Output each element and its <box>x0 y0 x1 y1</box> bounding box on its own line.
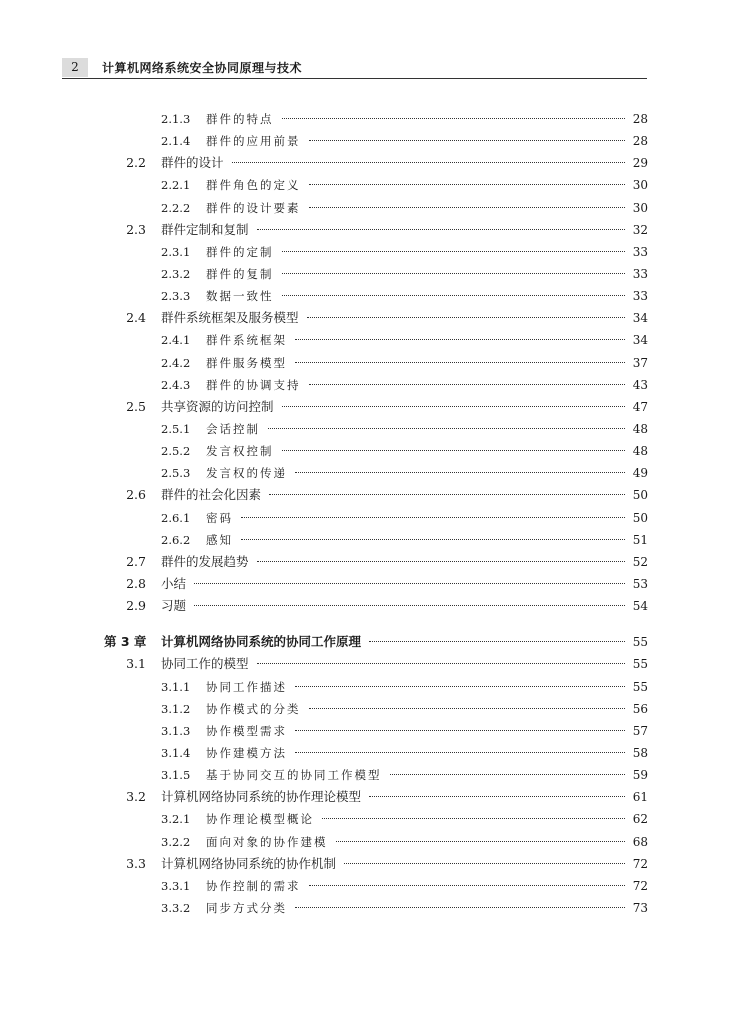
dot-leader <box>257 561 625 562</box>
toc-entry-page: 48 <box>632 421 648 436</box>
dot-leader <box>309 207 625 208</box>
toc-entry[interactable] <box>0 174 750 196</box>
toc-entry-line <box>206 197 648 219</box>
toc-entry[interactable] <box>0 764 750 786</box>
toc-entry-line <box>161 653 648 675</box>
dot-leader <box>282 295 625 296</box>
toc-entry[interactable] <box>0 440 750 462</box>
toc-entry-page: 59 <box>632 768 648 783</box>
toc-entry-line <box>161 595 648 617</box>
dot-leader <box>307 317 625 318</box>
toc-entry-line <box>161 631 648 653</box>
toc-entry-line <box>161 484 648 506</box>
toc-chapter-entry[interactable] <box>0 631 750 653</box>
toc-entry-title: 群件的设计 <box>161 155 224 171</box>
toc-entry-page: 56 <box>632 701 648 716</box>
toc-entry-page: 30 <box>632 178 648 193</box>
toc-entry-title: 协作理论模型概论 <box>206 812 314 827</box>
toc-entry-number: 2.7 <box>126 553 146 569</box>
toc-entry-title: 会话控制 <box>206 421 260 436</box>
dot-leader <box>309 885 625 886</box>
toc-entry[interactable] <box>0 853 750 875</box>
toc-entry-page: 28 <box>632 112 648 126</box>
toc-entry[interactable] <box>0 786 750 808</box>
dot-leader <box>241 517 625 518</box>
toc-entry-title: 协作模型需求 <box>206 723 287 738</box>
toc-entry-title: 群件服务模型 <box>206 355 287 370</box>
dot-leader <box>257 663 625 664</box>
toc-entry-line <box>206 418 648 440</box>
toc-entry-title: 协同工作的模型 <box>161 656 249 672</box>
toc-entry-page: 43 <box>632 377 648 392</box>
toc-entry-line <box>206 529 648 551</box>
toc-entry-number: 2.5.2 <box>161 444 191 459</box>
toc-entry[interactable] <box>0 595 750 617</box>
toc-entry-number: 2.1.4 <box>161 134 191 149</box>
toc-entry-line <box>206 676 648 698</box>
toc-entry[interactable] <box>0 307 750 329</box>
toc-entry[interactable] <box>0 573 750 595</box>
toc-entry-number: 2.4.1 <box>161 333 191 348</box>
dot-leader <box>295 752 625 753</box>
dot-leader <box>257 229 625 230</box>
toc-entry-title: 数据一致性 <box>206 289 274 304</box>
dot-leader <box>282 273 625 274</box>
toc-entry-number: 2.4 <box>126 310 146 326</box>
toc-entry-title: 协同工作描述 <box>206 679 287 694</box>
toc-entry-line <box>206 764 648 786</box>
toc-entry-title: 群件的定制 <box>206 244 274 259</box>
toc-entry[interactable] <box>0 897 750 919</box>
dot-leader <box>309 708 625 709</box>
toc-entry-number: 3.1.5 <box>161 768 191 783</box>
toc-entry-line <box>206 462 648 484</box>
toc-entry[interactable] <box>0 507 750 529</box>
toc-entry-title: 面向对象的协作建模 <box>206 834 328 849</box>
toc-entry[interactable] <box>0 352 750 374</box>
toc-entry-line <box>161 219 648 241</box>
toc-entry-number: 3.1.2 <box>161 701 191 716</box>
dot-leader <box>194 605 625 606</box>
toc-entry-title: 群件的社会化因素 <box>161 487 262 503</box>
toc-entry-line <box>206 108 648 130</box>
toc-entry-line <box>206 130 648 152</box>
toc-entry-number: 2.5 <box>126 398 146 414</box>
toc-entry-number: 2.3.3 <box>161 289 191 304</box>
toc-entry-title: 同步方式分类 <box>206 900 287 915</box>
toc-entry[interactable] <box>0 484 750 506</box>
toc-entry-title: 群件角色的定义 <box>206 178 301 193</box>
toc-entry-page: 55 <box>632 657 648 672</box>
toc-entry-number: 2.1.3 <box>161 112 191 126</box>
dot-leader <box>369 796 625 797</box>
toc-entry-line <box>206 263 648 285</box>
toc-entry[interactable] <box>0 808 750 830</box>
toc-entry[interactable] <box>0 241 750 263</box>
dot-leader <box>194 583 625 584</box>
toc-entry-page: 32 <box>632 222 648 237</box>
toc-entry-title: 共享资源的访问控制 <box>161 398 274 414</box>
toc-entry[interactable] <box>0 108 750 130</box>
dot-leader <box>295 686 625 687</box>
toc-entry-number: 3.1.1 <box>161 679 191 694</box>
toc-entry-title: 协作建模方法 <box>206 745 287 760</box>
toc-entry-line <box>206 285 648 307</box>
toc-entry-page: 33 <box>632 244 648 259</box>
dot-leader <box>282 406 625 407</box>
dot-leader <box>309 184 625 185</box>
dot-leader <box>390 774 625 775</box>
toc-entry-number: 3.3.1 <box>161 878 191 893</box>
dot-leader <box>369 641 625 642</box>
dot-leader <box>295 472 625 473</box>
table-of-contents <box>0 108 750 919</box>
page-header <box>62 58 647 79</box>
toc-entry-title: 群件的复制 <box>206 266 274 281</box>
toc-entry-number: 2.2.2 <box>161 200 191 215</box>
toc-entry-title: 发言权控制 <box>206 444 274 459</box>
toc-entry-title: 群件定制和复制 <box>161 221 249 237</box>
dot-leader <box>232 162 625 163</box>
toc-entry-line <box>206 174 648 196</box>
toc-entry[interactable] <box>0 529 750 551</box>
toc-entry-line <box>206 897 648 919</box>
dot-leader <box>336 841 625 842</box>
toc-entry-number: 2.3.1 <box>161 244 191 259</box>
toc-entry-page: 30 <box>632 200 648 215</box>
toc-entry-title: 发言权的传递 <box>206 466 287 481</box>
dot-leader <box>309 140 625 141</box>
toc-entry-page: 57 <box>632 723 648 738</box>
toc-entry-page: 28 <box>632 134 648 149</box>
toc-entry[interactable] <box>0 551 750 573</box>
dot-leader <box>241 539 625 540</box>
toc-entry-title: 群件的特点 <box>206 112 274 126</box>
toc-entry-line <box>161 396 648 418</box>
toc-entry-number: 2.9 <box>126 598 146 614</box>
toc-entry[interactable] <box>0 698 750 720</box>
toc-entry-number: 2.6.1 <box>161 510 191 525</box>
toc-entry-line <box>161 152 648 174</box>
toc-entry-page: 53 <box>632 576 648 591</box>
toc-entry-number: 2.8 <box>126 575 146 591</box>
toc-entry[interactable] <box>0 130 750 152</box>
toc-entry-title: 基于协同交互的协同工作模型 <box>206 768 382 783</box>
toc-entry-title: 协作控制的需求 <box>206 878 301 893</box>
toc-entry-title: 习题 <box>161 598 187 614</box>
toc-entry-title: 计算机网络协同系统的协作理论模型 <box>161 789 362 805</box>
toc-entry-line <box>161 307 648 329</box>
toc-entry-number: 3.1 <box>126 656 146 672</box>
toc-entry-page: 73 <box>632 900 648 915</box>
toc-entry-title: 群件的设计要素 <box>206 200 301 215</box>
toc-entry-number: 3.2 <box>126 789 146 805</box>
toc-entry-page: 49 <box>632 466 648 481</box>
toc-entry-line <box>206 808 648 830</box>
toc-entry-number: 2.2.1 <box>161 178 191 193</box>
toc-entry-number: 2.3 <box>126 221 146 237</box>
toc-entry[interactable] <box>0 418 750 440</box>
toc-entry-number: 2.2 <box>126 155 146 171</box>
toc-entry-line <box>161 786 648 808</box>
toc-entry-number: 2.6.2 <box>161 532 191 547</box>
toc-entry-line <box>206 507 648 529</box>
toc-entry[interactable] <box>0 462 750 484</box>
toc-entry-page: 72 <box>632 856 648 871</box>
toc-entry-line <box>206 440 648 462</box>
book-title: 计算机网络系统安全协同原理与技术 <box>102 61 303 75</box>
toc-entry-number: 3.2.2 <box>161 834 191 849</box>
toc-entry-number: 3.3 <box>126 855 146 871</box>
toc-entry[interactable] <box>0 285 750 307</box>
dot-leader <box>322 818 625 819</box>
dot-leader <box>269 494 625 495</box>
toc-entry[interactable] <box>0 875 750 897</box>
toc-entry-number: 2.4.3 <box>161 377 191 392</box>
toc-entry-number: 3.2.1 <box>161 812 191 827</box>
dot-leader <box>295 730 625 731</box>
toc-entry-page: 62 <box>632 812 648 827</box>
toc-entry-page: 34 <box>632 333 648 348</box>
toc-entry[interactable] <box>0 742 750 764</box>
dot-leader <box>295 362 625 363</box>
dot-leader <box>295 339 625 340</box>
dot-leader <box>282 450 625 451</box>
toc-entry-page: 33 <box>632 266 648 281</box>
toc-entry-title: 感知 <box>206 532 233 547</box>
toc-entry-line <box>206 352 648 374</box>
toc-entry-number: 2.4.2 <box>161 355 191 370</box>
dot-leader <box>344 863 625 864</box>
toc-entry-page: 50 <box>632 510 648 525</box>
toc-entry-page: 51 <box>632 532 648 547</box>
toc-entry-line <box>206 698 648 720</box>
toc-entry[interactable] <box>0 219 750 241</box>
toc-entry-number: 2.5.1 <box>161 421 191 436</box>
toc-entry-page: 33 <box>632 289 648 304</box>
page-number: 2 <box>62 58 88 77</box>
dot-leader <box>295 907 625 908</box>
toc-entry-page: 29 <box>632 156 648 171</box>
dot-leader <box>282 118 625 119</box>
toc-entry[interactable] <box>0 676 750 698</box>
toc-entry-page: 58 <box>632 745 648 760</box>
toc-entry-number: 2.5.3 <box>161 466 191 481</box>
dot-leader <box>268 428 625 429</box>
toc-entry[interactable] <box>0 653 750 675</box>
toc-entry-number: 3.1.3 <box>161 723 191 738</box>
toc-entry[interactable] <box>0 720 750 742</box>
toc-entry-title: 群件系统框架 <box>206 333 287 348</box>
toc-entry-line <box>206 831 648 853</box>
toc-entry[interactable] <box>0 197 750 219</box>
toc-entry-number: 2.3.2 <box>161 266 191 281</box>
toc-entry-page: 47 <box>632 399 648 414</box>
toc-entry-page: 54 <box>632 599 648 614</box>
toc-entry[interactable] <box>0 374 750 396</box>
toc-entry-page: 37 <box>632 355 648 370</box>
toc-entry-number: 第 3 章 <box>104 634 147 650</box>
toc-entry-page: 50 <box>632 488 648 503</box>
toc-entry-number: 3.1.4 <box>161 745 191 760</box>
toc-entry-title: 计算机网络协同系统的协同工作原理 <box>161 634 362 650</box>
toc-entry-line <box>206 875 648 897</box>
toc-entry[interactable] <box>0 152 750 174</box>
toc-entry-page: 61 <box>632 790 648 805</box>
toc-entry-title: 小结 <box>161 575 187 591</box>
dot-leader <box>282 251 625 252</box>
toc-entry[interactable] <box>0 831 750 853</box>
toc-entry-page: 52 <box>632 554 648 569</box>
toc-entry-page: 68 <box>632 834 648 849</box>
dot-leader <box>309 384 625 385</box>
toc-entry-number: 2.6 <box>126 487 146 503</box>
toc-entry-number: 3.3.2 <box>161 900 191 915</box>
toc-entry[interactable] <box>0 329 750 351</box>
toc-entry-title: 群件的发展趋势 <box>161 553 249 569</box>
toc-entry-page: 34 <box>632 311 648 326</box>
toc-entry-line <box>206 374 648 396</box>
toc-entry-page: 55 <box>632 679 648 694</box>
toc-entry-page: 48 <box>632 444 648 459</box>
toc-entry[interactable] <box>0 396 750 418</box>
toc-entry-title: 群件系统框架及服务模型 <box>161 310 299 326</box>
toc-entry[interactable] <box>0 263 750 285</box>
toc-entry-page: 72 <box>632 878 648 893</box>
toc-entry-line <box>161 853 648 875</box>
toc-entry-title: 计算机网络协同系统的协作机制 <box>161 855 337 871</box>
toc-entry-line <box>206 742 648 764</box>
toc-entry-title: 密码 <box>206 510 233 525</box>
toc-entry-title: 协作模式的分类 <box>206 701 301 716</box>
toc-entry-page: 55 <box>632 635 648 650</box>
toc-entry-line <box>206 720 648 742</box>
toc-entry-title: 群件的应用前景 <box>206 134 301 149</box>
toc-entry-title: 群件的协调支持 <box>206 377 301 392</box>
toc-entry-line <box>206 241 648 263</box>
toc-entry-line <box>161 573 648 595</box>
toc-entry-line <box>206 329 648 351</box>
toc-entry-line <box>161 551 648 573</box>
